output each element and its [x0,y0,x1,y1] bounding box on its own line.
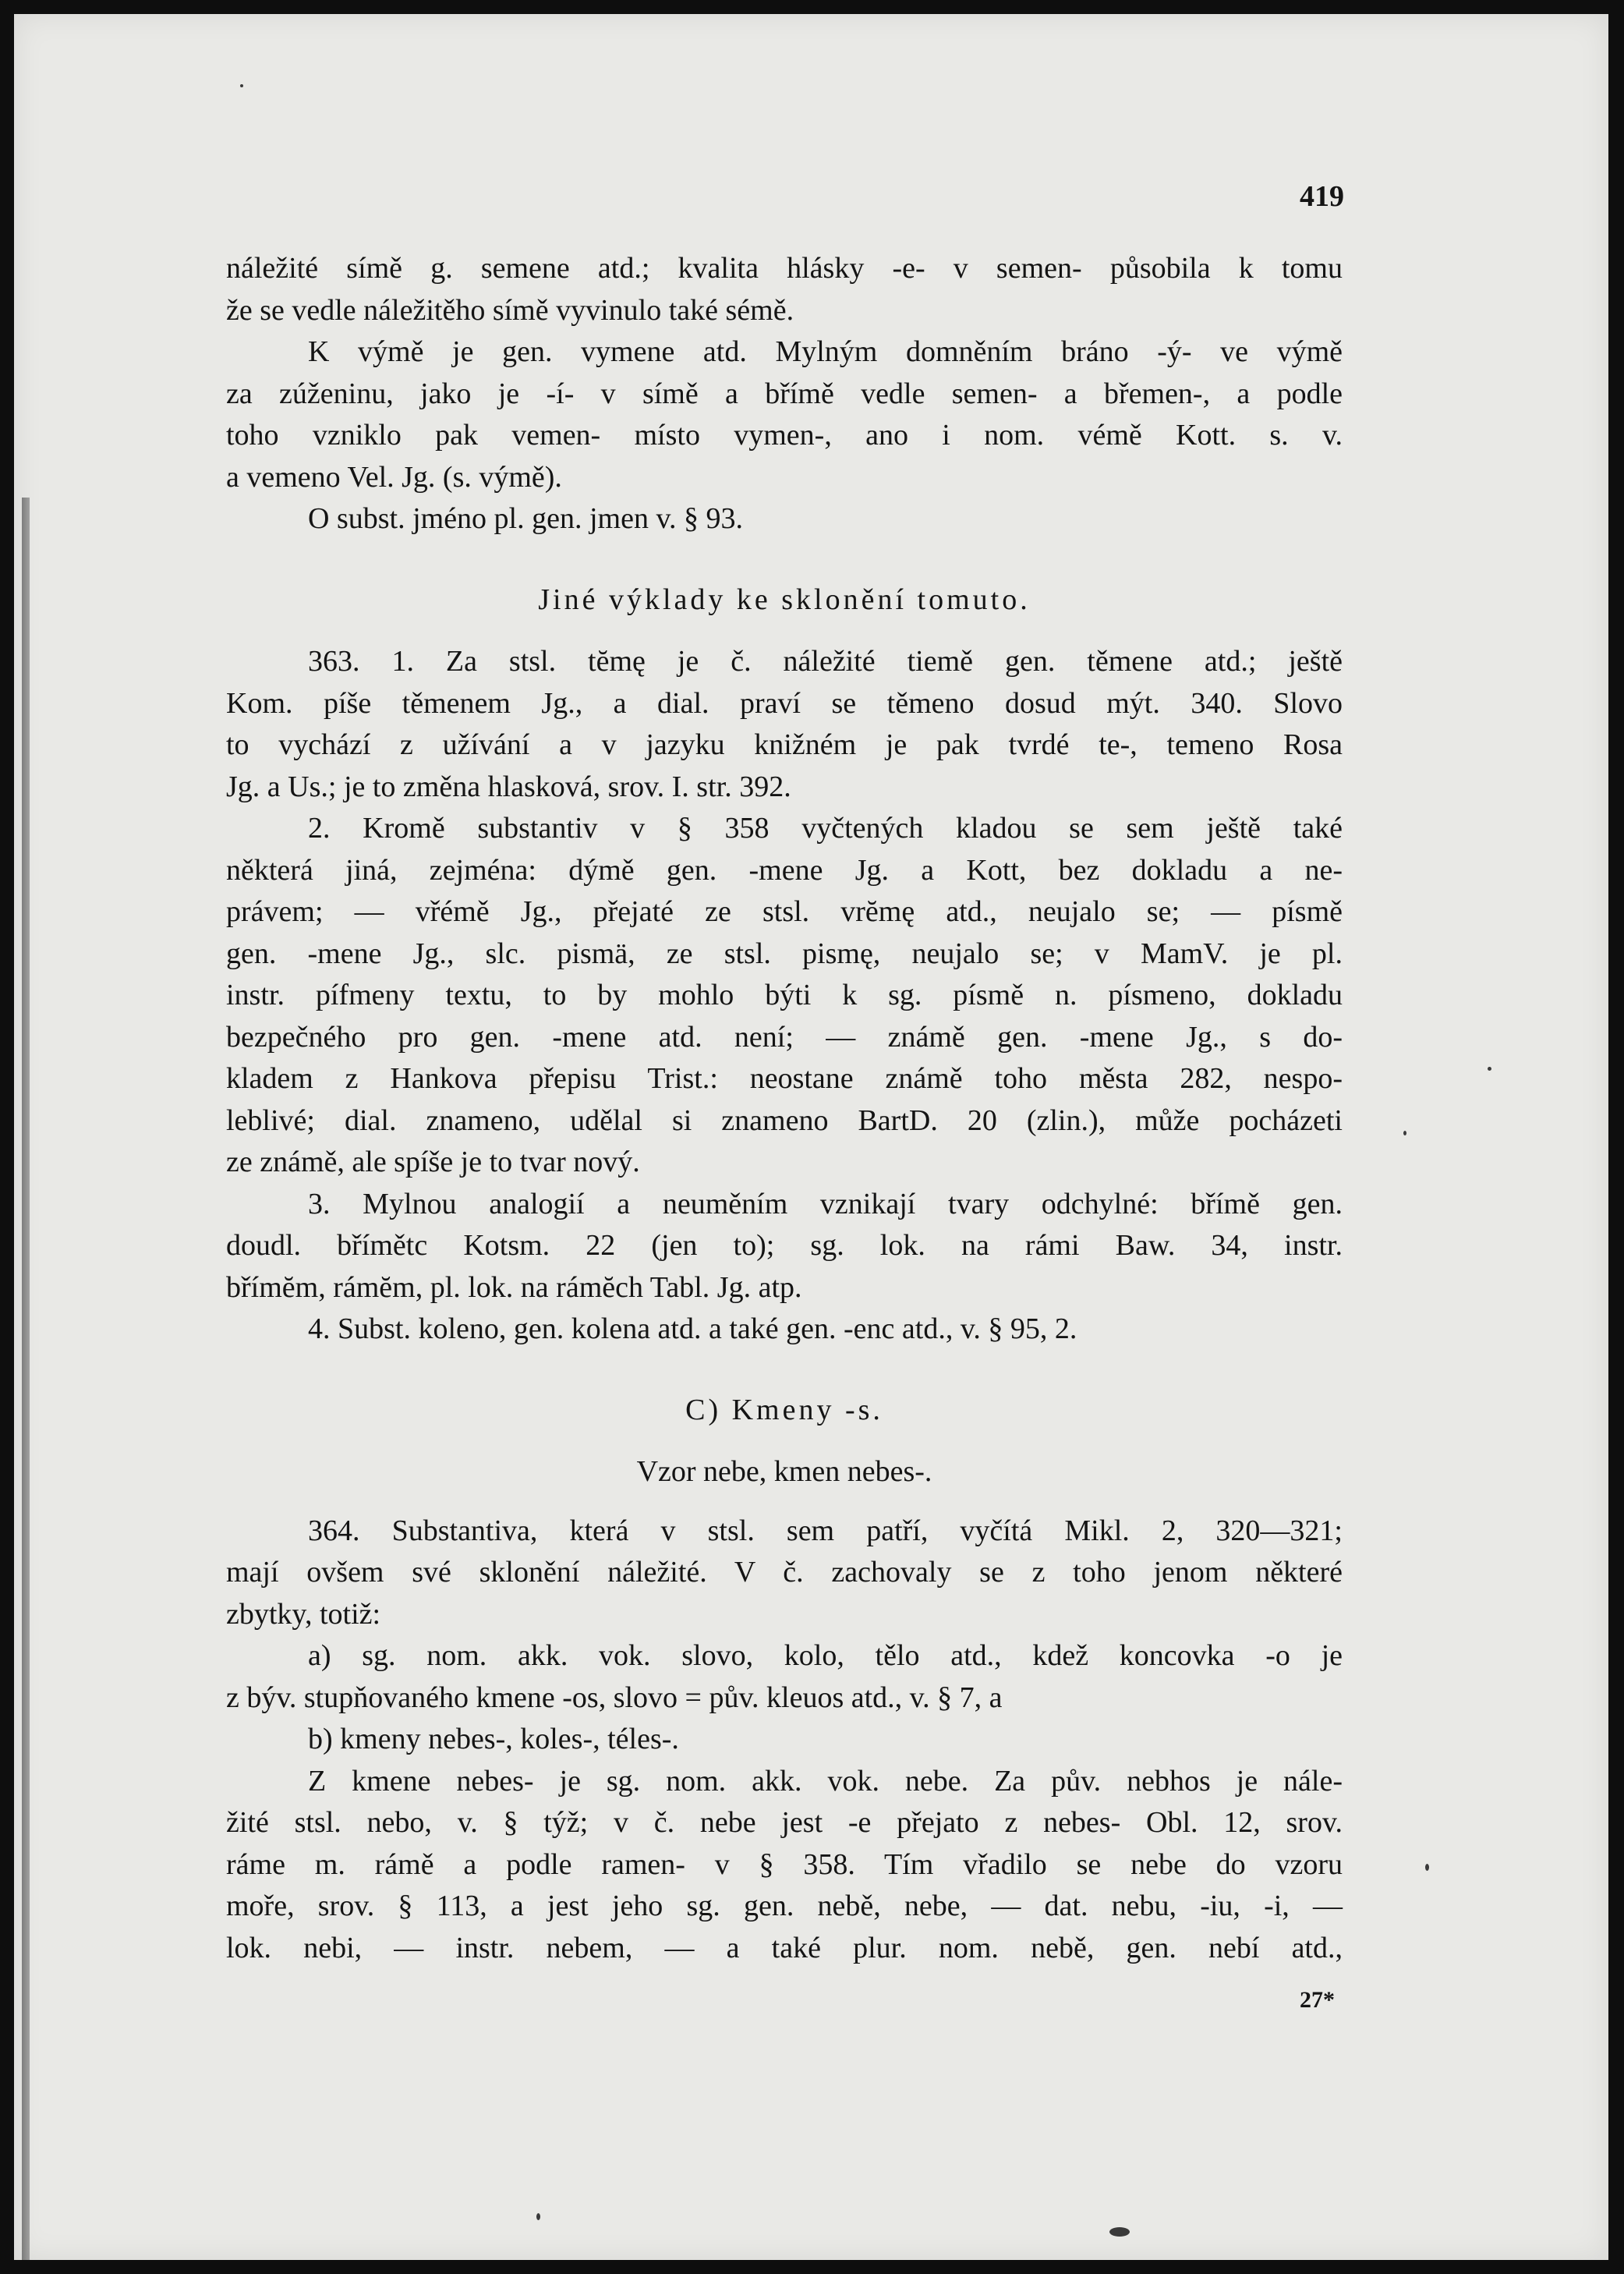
text-line: některá jiná, zejména: dýmě gen. -mene Jg. a Kott, bez dokladu a ne- [226,853,1343,887]
ink-speck [240,84,243,87]
text-line: a) sg. nom. akk. vok. slovo, kolo, tělo atd., kdež koncovka -o je [308,1639,1343,1672]
text-line: moře, srov. § 113, a jest jeho sg. gen. nebě, nebe, — dat. nebu, -iu, -i, — [226,1890,1343,1922]
ink-speck [1425,1864,1429,1871]
ink-speck [1403,1131,1406,1135]
text-line: 2. Kromě substantiv v § 358 vyčtených kladou se sem ještě také [308,812,1343,845]
text-line: právem; — vřémě Jg., přejaté ze stsl. vrĕmę atd., neujalo se; — písmě [226,895,1343,928]
text-line: bezpečného pro gen. -mene atd. není; — známě gen. -mene Jg., s do- [226,1020,1343,1054]
text-line: to vychází z užívání a v jazyku knižném je pak tvrdé te-, temeno Rosa [226,728,1343,761]
text-line: kladem z Hankova přepisu Trist.: neostane známě toho města 282, nespo- [226,1062,1343,1095]
text-line: zbytky, totiž: [226,1597,381,1631]
text-line: doudl. břímětc Kotsm. 22 (jen to); sg. lok. na rámi Baw. 34, instr. [226,1229,1343,1262]
text-line: břímĕm, rámĕm, pl. lok. na rámĕch Tabl. Jg. atp. [226,1270,802,1304]
text-line: leblivé; dial. znameno, udělal si znameno BartD. 20 (zlin.), může pocházeti [226,1103,1343,1137]
text-line: Z kmene nebes- je sg. nom. akk. vok. nebe. Za pův. nebhos je nále- [308,1764,1343,1798]
text-line: ze známě, ale spíše je to tvar nový. [226,1146,640,1178]
ink-speck [536,2213,540,2220]
text-line: z býv. stupňovaného kmene -os, slovo = pův. kleuos atd., v. § 7, a [226,1681,1003,1714]
book-page [14,14,1608,2260]
text-line: že se vedle náležitěho símě vyvinulo také sémě. [226,293,794,327]
text-line: 3. Mylnou analogií a neuměním vznikají tvary odchylné: břímě gen. [308,1187,1343,1220]
text-line: Jg. a Us.; je to změna hlasková, srov. I. str. 392. [226,770,791,803]
text-line: toho vzniklo pak vemen- místo vymen-, ano i nom. vémě Kott. s. v. [226,419,1343,452]
section-heading: Jiné výklady ke sklonění tomuto. [538,583,1031,616]
text-line: K výmě je gen. vymene atd. Mylným domněním bráno -ý- ve výmě [308,335,1343,368]
body-text [226,248,1343,1969]
ink-speck [1488,1067,1491,1071]
text-line: O subst. jméno pl. gen. jmen v. § 93. [308,502,743,535]
paragraph-364: 364. Substantiva, která v stsl. sem patří, vyčítá Mikl. 2, 320—321; [308,1514,1343,1547]
subsection-heading: Vzor nebe, kmen nebes-. [636,1455,932,1488]
text-line: ráme m. rámě a podle ramen- v § 358. Tím vřadilo se nebe do vzoru [226,1847,1343,1881]
section-heading: C) Kmeny -s. [685,1393,883,1426]
paragraph-363: 363. 1. Za stsl. tĕmę je č. náležité tiemě gen. těmene atd.; ještě [308,645,1343,678]
page-edge-shadow [22,498,30,2260]
page-number: 419 [1300,180,1344,213]
text-line: mají ovšem své sklonění náležité. V č. zachovaly se z toho jenom některé [226,1556,1343,1589]
ink-speck [1109,2227,1130,2237]
text-line: a vemeno Vel. Jg. (s. výmě). [226,460,562,494]
signature-mark: 27* [1300,1987,1335,2013]
text-line: 4. Subst. koleno, gen. kolena atd. a také gen. -enc atd., v. § 95, 2. [308,1312,1077,1345]
text-line: gen. -mene Jg., slc. pismä, ze stsl. pismę, neujalo se; v MamV. je pl. [226,937,1343,970]
text-line: žité stsl. nebo, v. § týž; v č. nebe jest -e přejato z nebes- Obl. 12, srov. [226,1806,1343,1839]
text-line: Kom. píše těmenem Jg., a dial. praví se těmeno dosud mýt. 340. Slovo [226,686,1343,720]
text-line: lok. nebi, — instr. nebem, — a také plur. nom. nebě, gen. nebí atd., [226,1931,1343,1964]
text-line: za zúženinu, jako je -í- v símě a břímě vedle semen- a břemen-, a podle [226,377,1343,410]
text-line: b) kmeny nebes-, koles-, téles-. [308,1723,679,1755]
text-line: instr. pífmeny textu, to by mohlo býti k sg. písmě n. písmeno, dokladu [226,979,1343,1011]
text-line: náležité símě g. semene atd.; kvalita hlásky -e- v semen- působila k tomu [226,252,1343,285]
